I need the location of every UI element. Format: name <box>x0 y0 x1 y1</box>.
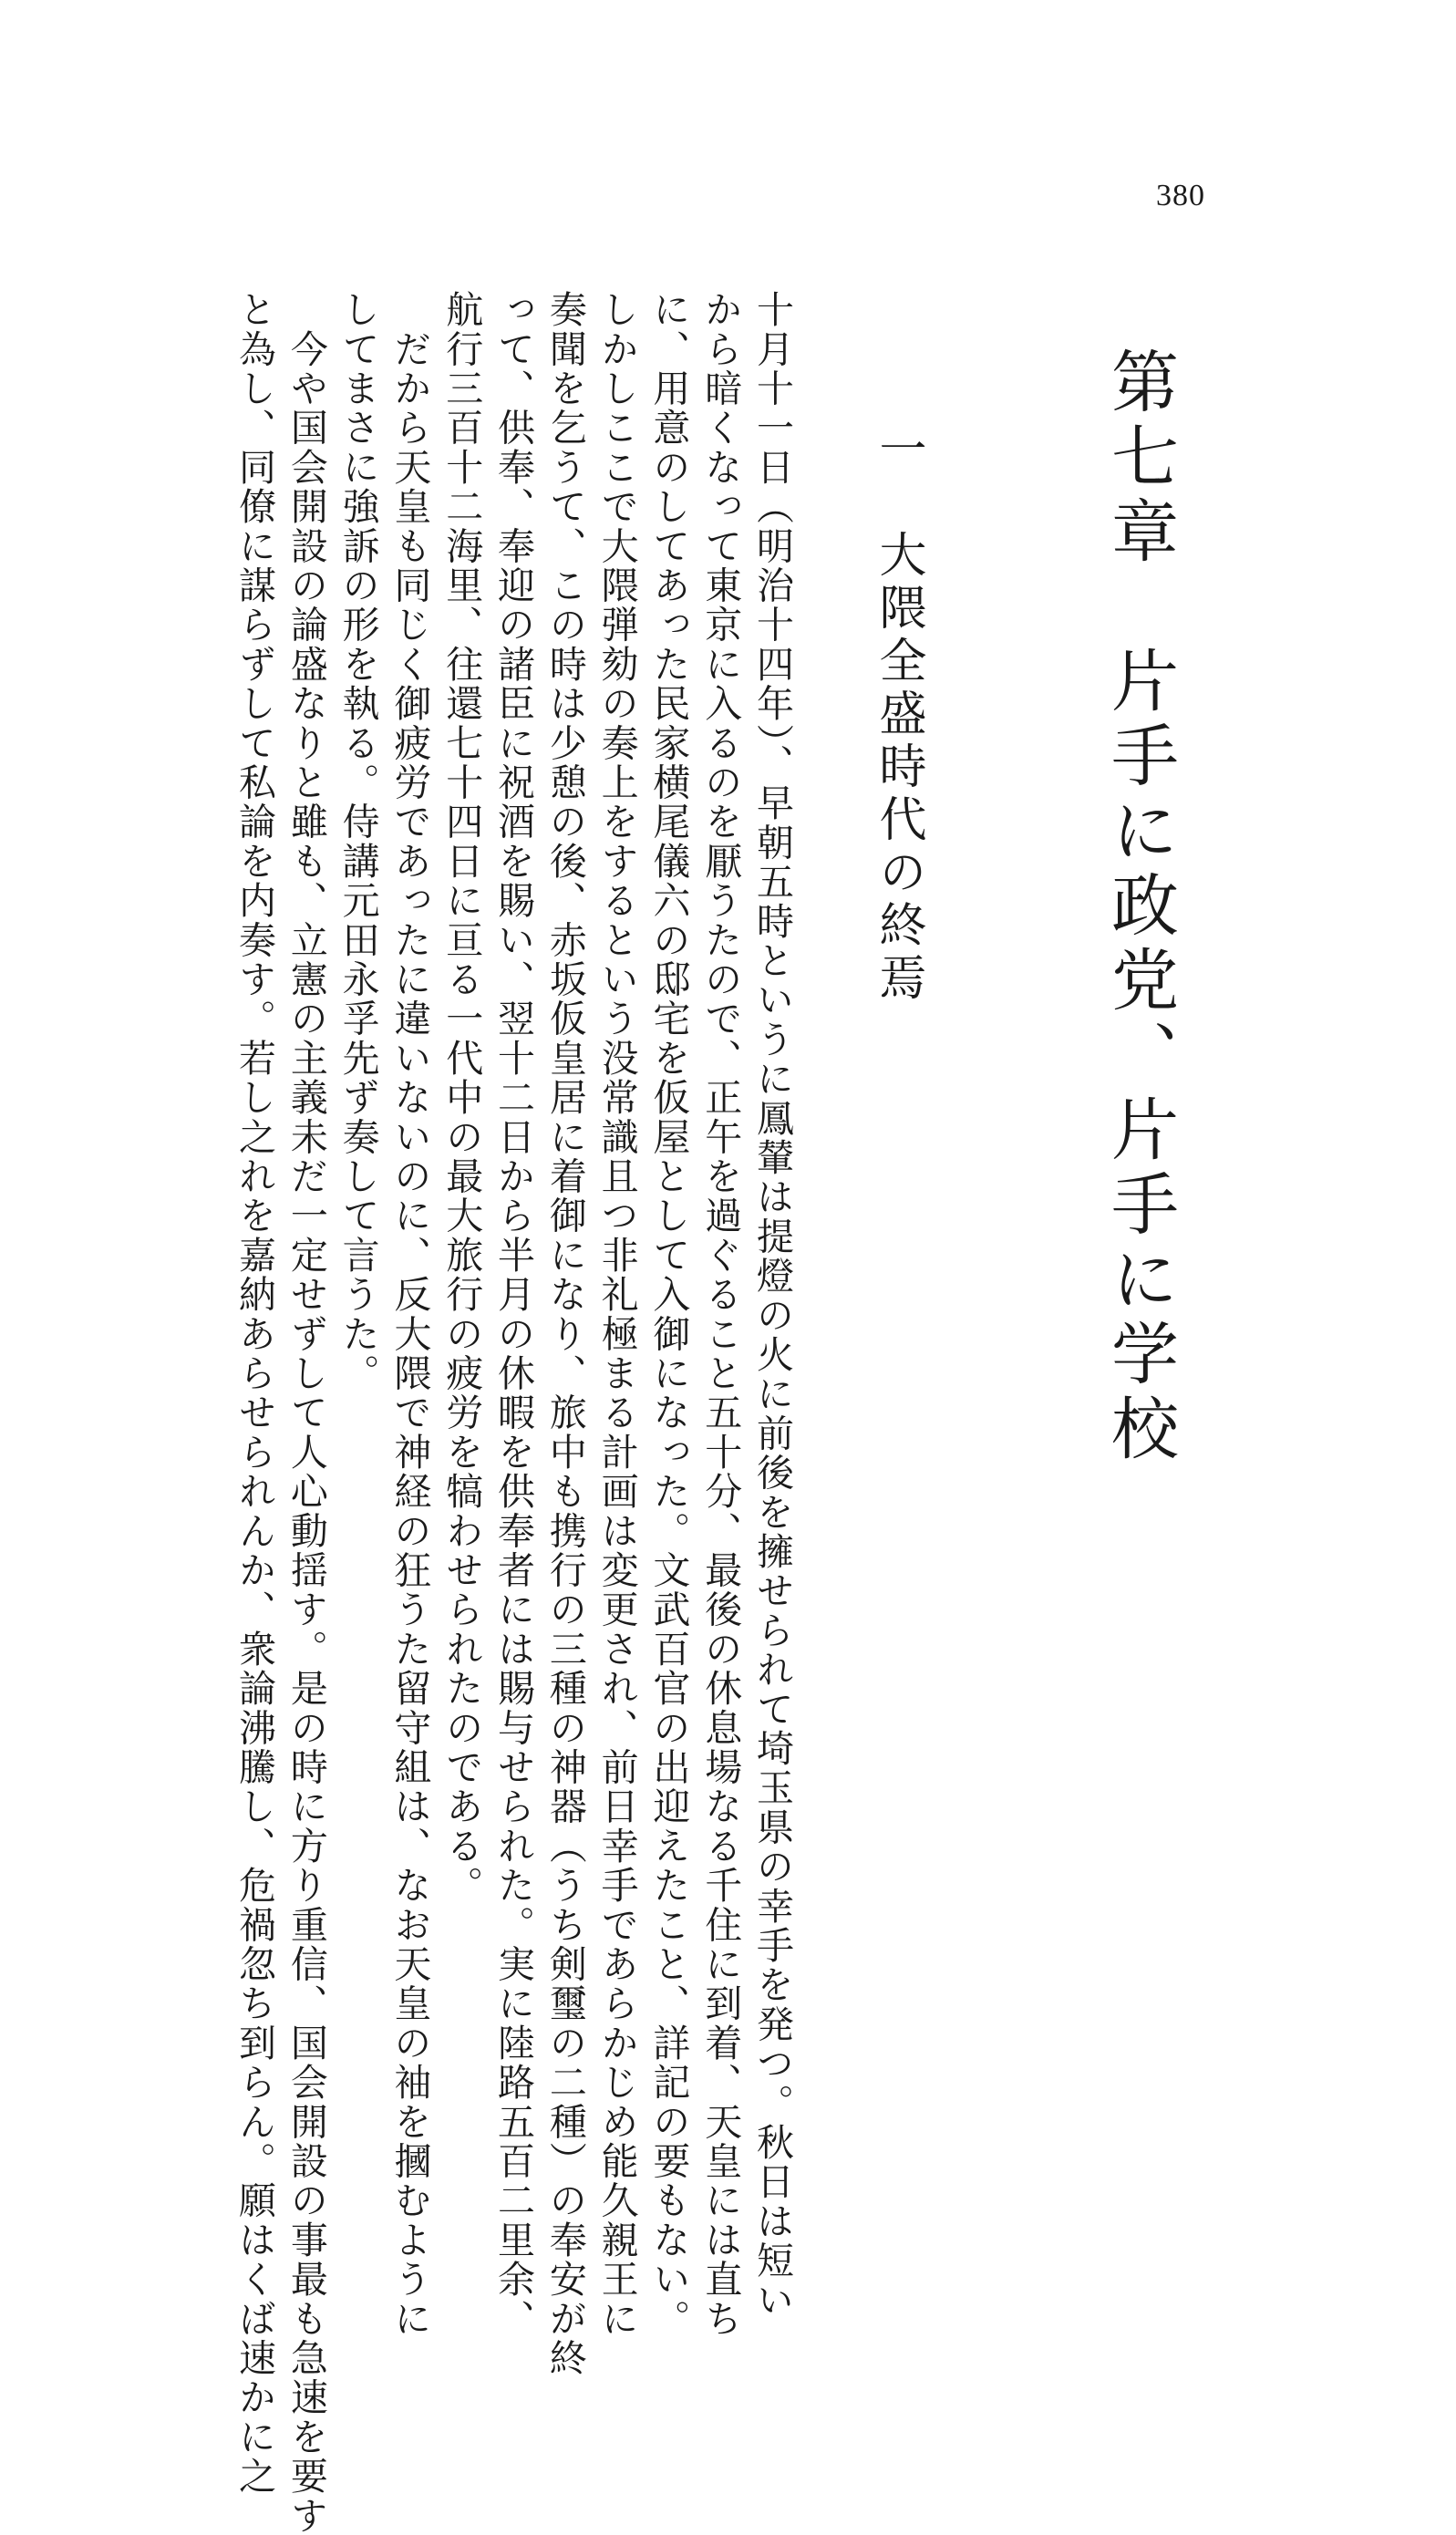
body-text <box>228 290 798 2535</box>
quote-column: と為し、同僚に謀らずして私論を内奏す。若し之れを嘉納あらせられんか、衆論沸騰し、危禍忽ち到らん。願はくば速かに之 <box>232 290 277 2497</box>
text-column: だから天皇も同じく御疲労であったに違いないのに、反大隈で神経の狂うた留守組は、なお天皇の袖を摑むように <box>387 290 432 2339</box>
text-column: 十月十一日（明治十四年）、早朝五時というに鳳輦は提燈の火に前後を擁せられて埼玉県の幸手を発つ。秋日は短い <box>750 290 794 2320</box>
text-column: してまさに強訴の形を執る。侍講元田永孚先ず奏して言うた。 <box>336 290 380 1393</box>
quote-column: 今や国会開設の論盛なりと雖も、立憲の主義未だ一定せずして人心動揺す。是の時に方り重信、国会開設の事最も急速を要す <box>284 290 328 2535</box>
text-column: しかしここで大隈弾劾の奏上をするという没常識且つ非礼極まる計画は変更され、前日幸手であらかじめ能久親王に <box>594 290 639 2339</box>
text-column: に、用意のしてあった民家横尾儀六の邸宅を仮屋として入御になった。文武百官の出迎えたこと、詳記の要もない。 <box>646 290 691 2339</box>
page-number: 380 <box>1156 179 1205 212</box>
text-column: 奏聞を乞うて、この時は少憩の後、赤坂仮皇居に着御になり、旅中も携行の三種の神器（うち剣璽の二種）の奉安が終 <box>542 290 587 2378</box>
section-title: 一 大隈全盛時代の終焉 <box>871 424 925 1006</box>
text-column: って、供奉、奉迎の諸臣に祝酒を賜い、翌十二日から半月の休暇を供奉者には賜与せられた。実に陸路五百二里余、 <box>491 290 536 2339</box>
text-column: 航行三百十二海里、往還七十四日に亘る一代中の最大旅行の疲労を犒わせられたのである。 <box>439 290 484 1906</box>
text-column: から暗くなって東京に入るのを厭うたので、正午を過ぐること五十分、最後の休息場なる千住に到着、天皇には直ち <box>698 290 743 2339</box>
chapter-title: 第七章 片手に政党、片手に学校 <box>1100 347 1179 1468</box>
